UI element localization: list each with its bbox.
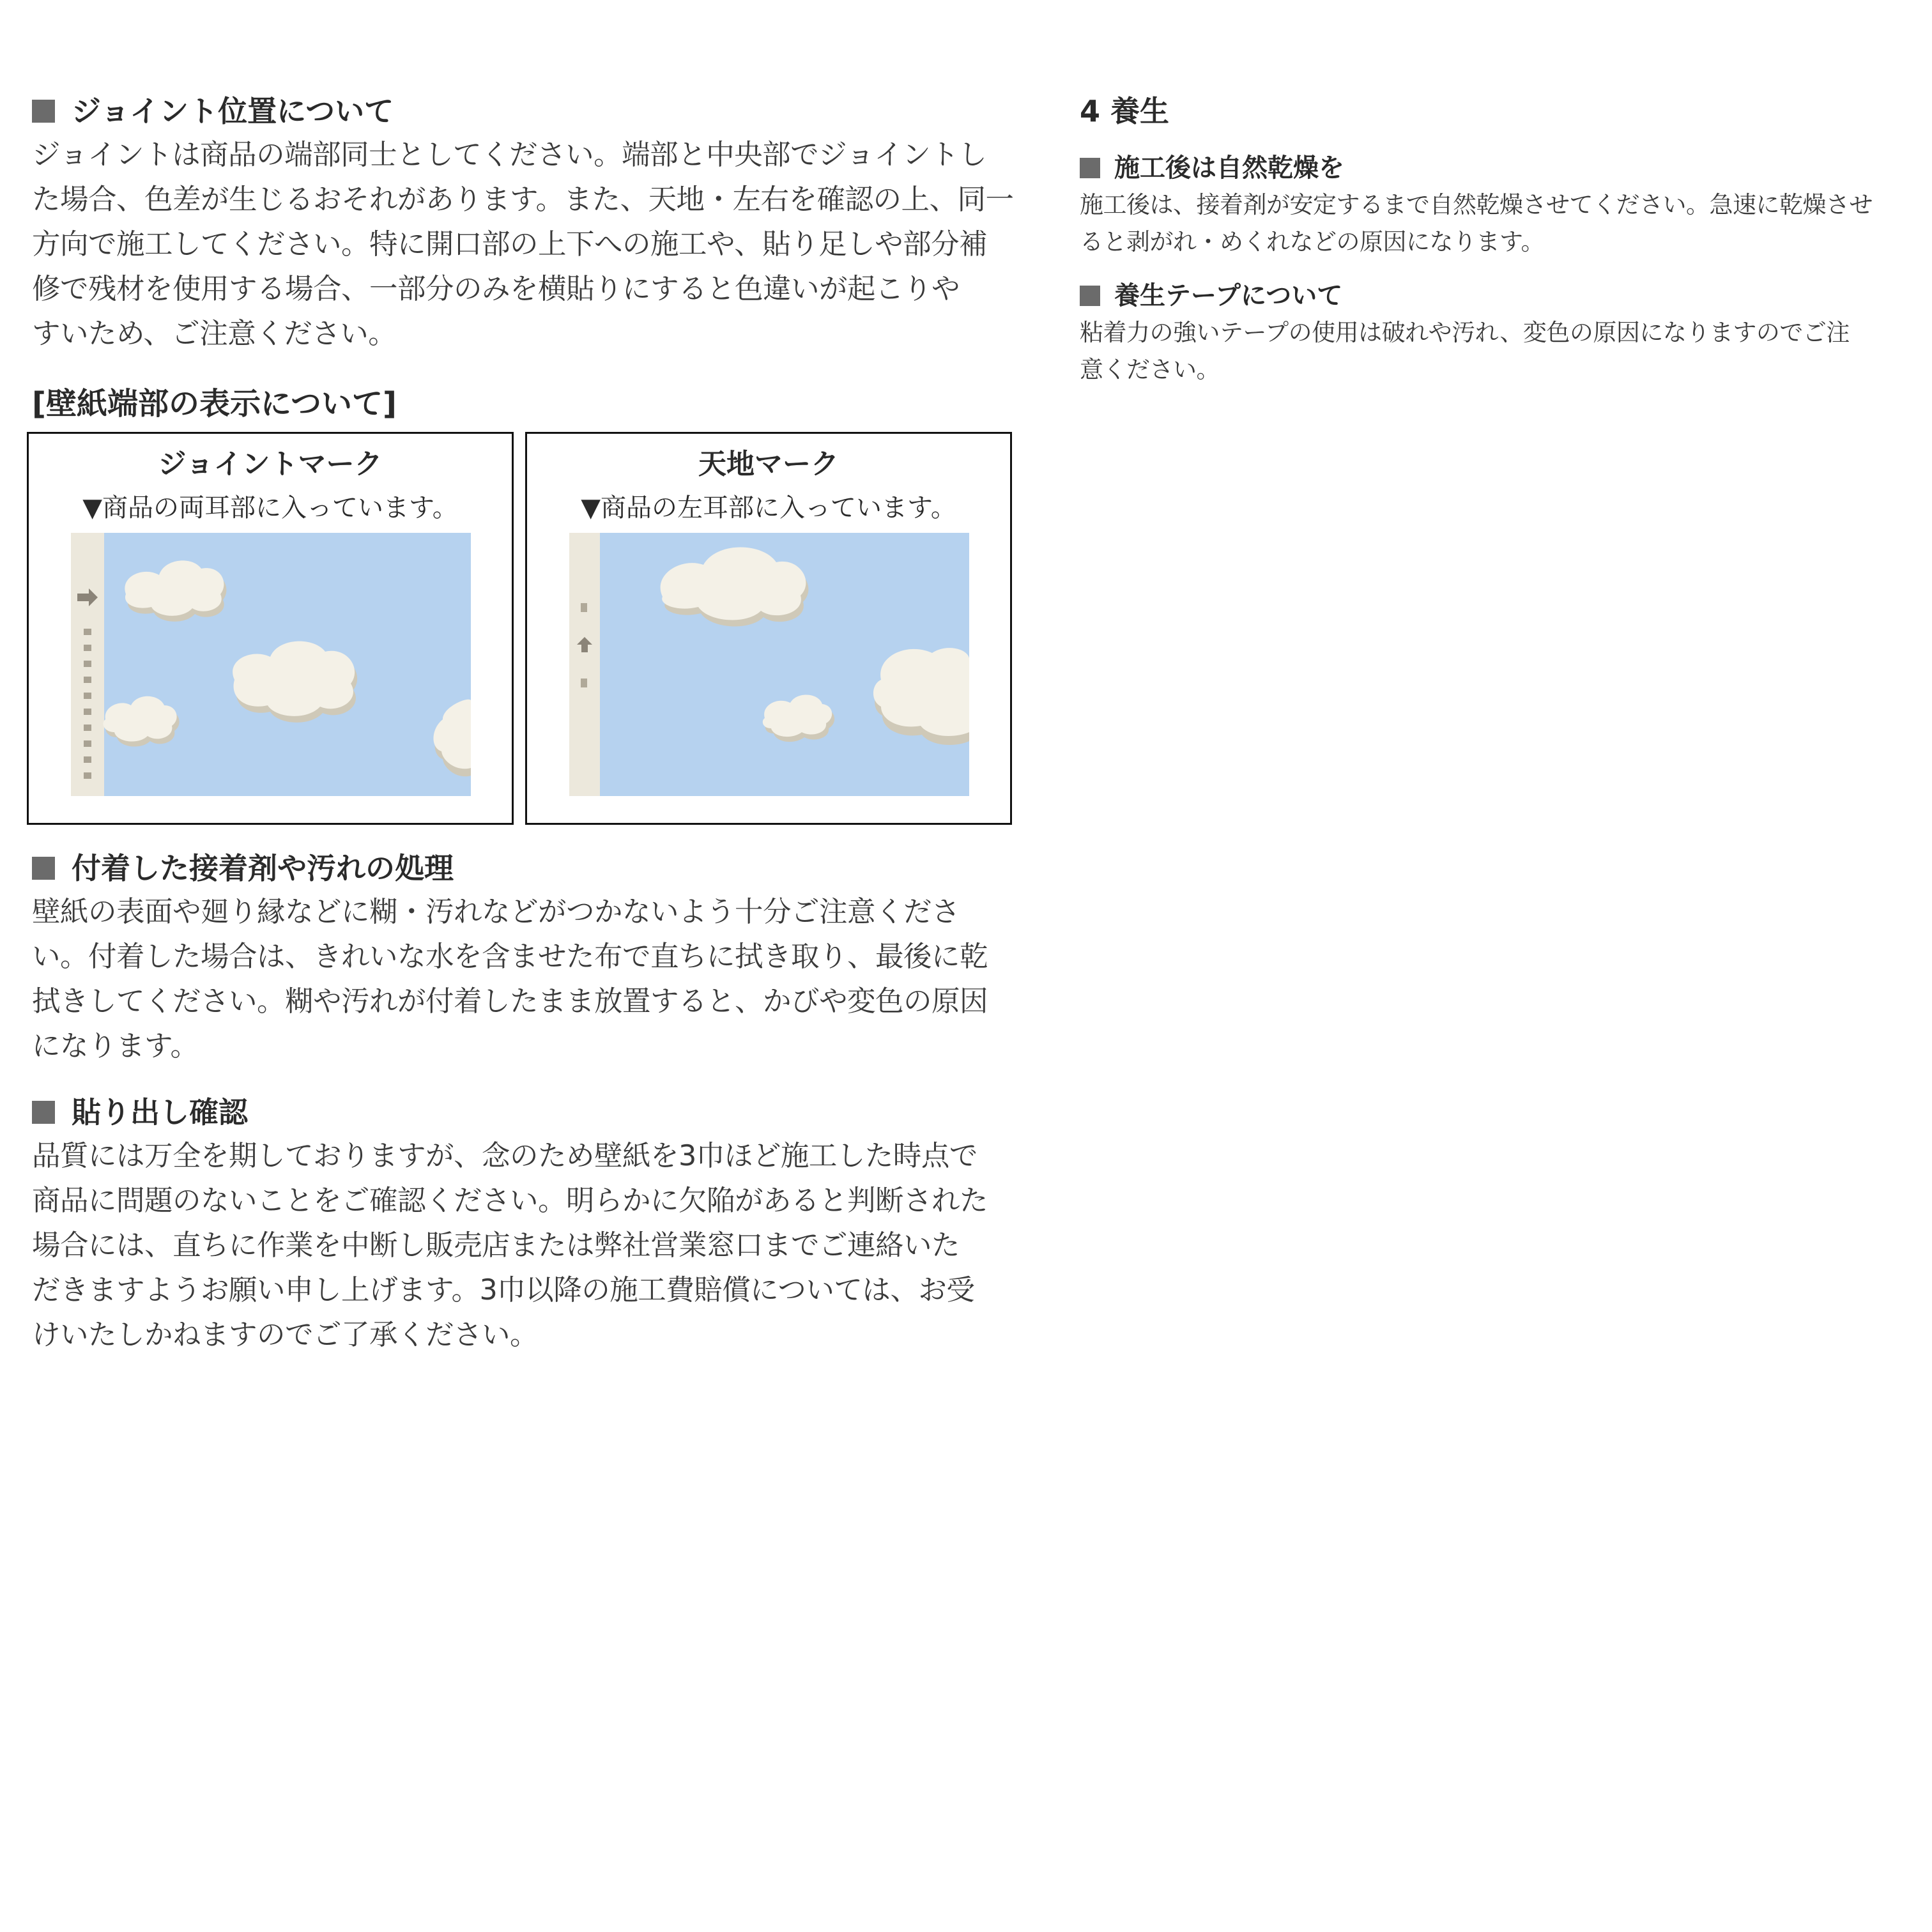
drying-line: ると剥がれ・めくれなどの原因になります。 [1080,228,1545,256]
joint-line: すいため、ご注意ください。 [32,318,397,350]
adhesive-line: い。付着した場合は、きれいな水を含ませた布で直ちに拭き取り、最後に乾 [32,940,988,973]
top-bottom-mark-subtitle: ▼商品の左耳部に入っています。 [581,493,956,523]
check-line: 商品に問題のないことをご確認ください。明らかに欠陥があると判断された [32,1184,988,1217]
edge-display-title: [壁紙端部の表示について] [32,386,397,422]
joint-body [32,133,1016,356]
joint-line: 方向で施工してください。特に開口部の上下への施工や、貼り足しや部分補 [32,228,988,261]
drying-heading [1080,150,1910,187]
adhesive-line: になります。 [32,1030,199,1062]
check-body [32,1134,1016,1358]
drying-heading-text: 施工後は自然乾燥を [1114,153,1344,183]
top-bottom-mark-title: 天地マーク [698,448,839,480]
drying-section [1080,150,1910,261]
check-line: 品質には万全を期しておりますが、念のため壁紙を3巾ほど施工した時点で [32,1140,977,1172]
check-line: 場合には、直ちに作業を中断し販売店または弊社営業窓口までご連絡いた [32,1229,960,1262]
bullet-square-icon [32,1101,55,1124]
joint-mark-wallpaper-image [71,533,471,796]
joint-line: 修で残材を使用する場合、一部分のみを横貼りにすると色違いが起こりや [32,273,960,305]
tape-heading [1080,277,1910,314]
bullet-square-icon [1080,158,1100,178]
joint-mark-panel [27,432,514,825]
check-heading [32,1091,1016,1134]
drying-body [1080,187,1910,261]
joint-mark-subtitle: ▼商品の両耳部に入っています。 [82,493,458,523]
top-bottom-mark-wallpaper-image [569,533,969,796]
adhesive-heading-text: 付着した接着剤や汚れの処理 [72,851,454,885]
tape-heading-text: 養生テープについて [1114,281,1343,310]
adhesive-section [32,847,1016,1069]
curing-title: 4 養生 [1080,94,1170,128]
right-column [1080,89,1910,388]
check-line: けいたしかねますのでご了承ください。 [32,1319,539,1351]
joint-heading [32,89,1016,133]
tape-line: 意ください。 [1080,356,1220,383]
adhesive-body [32,890,1016,1069]
left-column [32,89,1016,1358]
tape-line: 粘着力の強いテープの使用は破れや汚れ、変色の原因になりますのでご注 [1080,319,1850,346]
joint-section [32,89,1016,356]
check-heading-text: 貼り出し確認 [72,1095,248,1130]
check-line: だきますようお願い申し上げます。3巾以降の施工費賠償については、お受 [32,1274,975,1307]
joint-line: た場合、色差が生じるおそれがあります。また、天地・左右を確認の上、同一 [32,183,1014,216]
mark-row [32,432,1016,825]
joint-heading-text: ジョイント位置について [72,94,394,128]
tape-body [1080,314,1910,388]
adhesive-line: 壁紙の表面や廻り縁などに糊・汚れなどがつかないよう十分ご注意くださ [32,896,960,928]
check-section [32,1091,1016,1358]
joint-mark-title: ジョイントマーク [158,448,383,480]
bullet-square-icon [32,857,55,880]
adhesive-heading [32,847,1016,890]
bullet-square-icon [32,100,55,123]
bullet-square-icon [1080,286,1100,306]
tape-section [1080,277,1910,388]
drying-line: 施工後は、接着剤が安定するまで自然乾燥させてください。急速に乾燥させ [1080,191,1873,218]
top-bottom-mark-panel [525,432,1012,825]
adhesive-line: 拭きしてください。糊や汚れが付着したまま放置すると、かびや変色の原因 [32,985,988,1018]
joint-line: ジョイントは商品の端部同士としてください。端部と中央部でジョイントし [32,139,987,171]
